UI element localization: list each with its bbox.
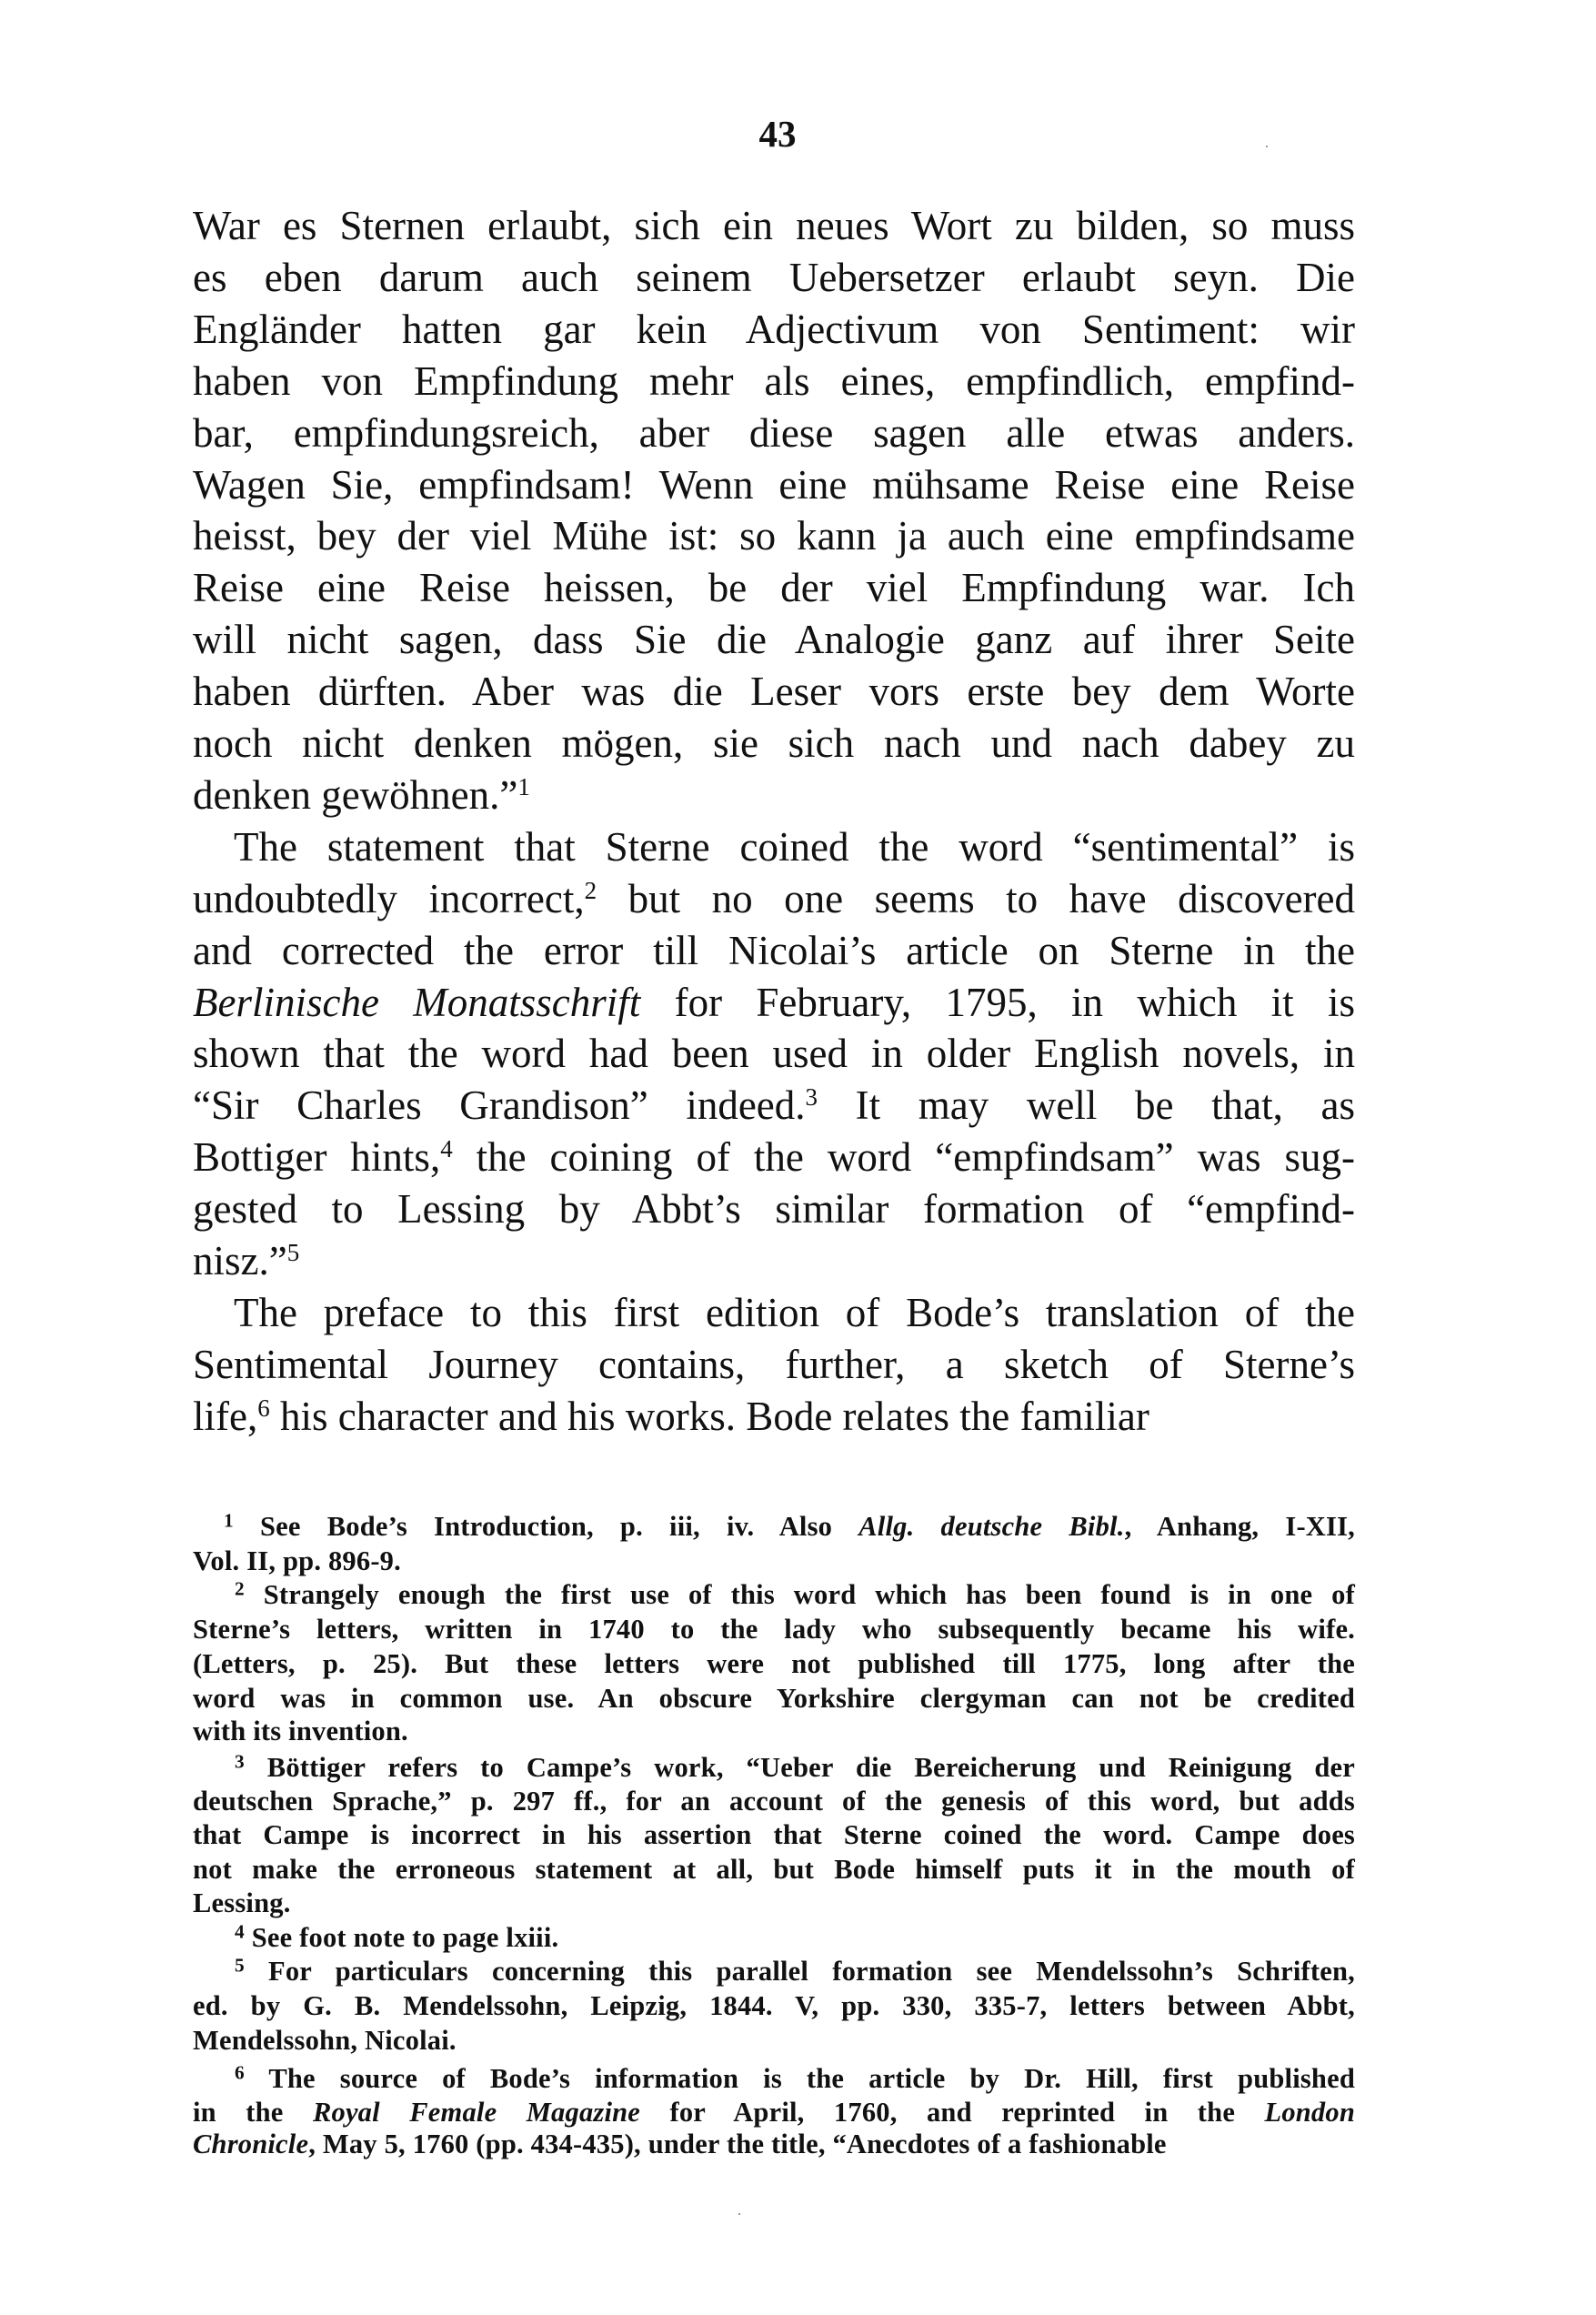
footnote-line	[193, 1714, 1355, 1748]
body-line	[193, 1132, 1355, 1183]
italic-title: London	[1264, 2097, 1355, 2128]
body-line	[193, 770, 1355, 821]
body-line	[193, 1339, 1355, 1391]
body-line	[193, 873, 1355, 925]
footnote-line	[193, 1988, 1355, 2023]
footnote-line	[235, 1954, 1355, 1988]
footnote-reference: 2	[235, 1577, 245, 1600]
body-line	[193, 1080, 1355, 1132]
text-run: life,	[193, 1394, 258, 1439]
footnote-line	[193, 1612, 1355, 1646]
body-line	[193, 252, 1355, 304]
body-line	[193, 510, 1355, 562]
footnote-reference: 2	[584, 877, 597, 905]
text-run: denken gewöhnen.”	[193, 772, 518, 818]
text-run: “Sir Charles Grandison” indeed.	[193, 1082, 806, 1128]
body-line	[193, 925, 1355, 977]
text-run: Bottiger hints,	[193, 1134, 441, 1180]
footnote-line	[193, 2023, 1355, 2058]
scan-speck	[1266, 146, 1268, 147]
body-line	[234, 821, 1355, 873]
body-line	[234, 1287, 1355, 1339]
text-run: Strangely enough the first use of this word which has been found is in one of	[244, 1579, 1355, 1610]
body-line	[193, 1391, 1355, 1443]
text-run: For particulars concerning this parallel formation see Mendelssohn’s Schriften,	[244, 1956, 1355, 1987]
text-run: gested to Lessing by Abbt’s similar formation of “empfind-	[193, 1186, 1355, 1232]
footnote-line	[193, 1784, 1355, 1818]
text-run: See Bode’s Introduction, p. iii, iv. Also	[233, 1511, 859, 1542]
text-run: nisz.”	[193, 1238, 287, 1283]
body-line	[193, 614, 1355, 666]
text-run: Lessing.	[193, 1887, 291, 1918]
footnote-line	[235, 2061, 1355, 2096]
text-run: bar, empfindungsreich, aber diese sagen alle etwas anders.	[193, 410, 1355, 456]
footnote-reference: 4	[440, 1135, 453, 1163]
text-run: Mendelssohn, Nicolai.	[193, 2025, 457, 2056]
text-run: Sterne’s letters, written in 1740 to the lady who subsequently became his wife.	[193, 1614, 1355, 1645]
text-run: for February, 1795, in which it is	[640, 980, 1355, 1025]
text-run: Engländer hatten gar kein Adjectivum von Sentiment: wir	[193, 307, 1355, 352]
page-number: 43	[758, 113, 797, 155]
body-line	[193, 304, 1355, 356]
text-run: Böttiger refers to Campe’s work, “Ueber die Bereicherung und Reinigung der	[244, 1752, 1355, 1783]
footnote-reference: 6	[257, 1394, 270, 1423]
body-line	[193, 408, 1355, 459]
text-run: , Anhang, I-XII,	[1124, 1511, 1355, 1542]
text-run: haben dürften. Aber was die Leser vors erste bey dem Worte	[193, 669, 1355, 714]
footnote-reference: 6	[235, 2061, 245, 2084]
text-run: shown that the word had been used in older English novels, in	[193, 1031, 1355, 1076]
footnote-line	[235, 1577, 1355, 1612]
text-run: See foot note to page lxiii.	[244, 1922, 559, 1953]
text-run: will nicht sagen, dass Sie die Analogie ganz auf ihrer Seite	[193, 617, 1355, 662]
footnote-line	[193, 1817, 1355, 1852]
text-run: ed. by G. B. Mendelssohn, Leipzig, 1844. V, pp. 330, 335-7, letters between Abbt,	[193, 1990, 1355, 2021]
footnote-line	[224, 1509, 1355, 1544]
italic-title: Allg. deutsche Bibl.	[858, 1511, 1125, 1542]
text-run: The statement that Sterne coined the word “sentimental” is	[234, 824, 1355, 870]
body-line	[193, 1183, 1355, 1235]
footnote-line	[193, 1886, 1355, 1920]
body-line	[193, 977, 1355, 1029]
body-line	[193, 356, 1355, 408]
text-run: word was in common use. An obscure Yorkshire clergyman can not be credited	[193, 1683, 1355, 1714]
text-run: with its invention.	[193, 1716, 408, 1746]
footnote-line	[193, 1681, 1355, 1716]
footnote-reference: 3	[235, 1750, 245, 1773]
text-run: Reise eine Reise heissen, be der viel Empfindung war. Ich	[193, 565, 1355, 610]
text-run: The preface to this first edition of Bode’s translation of the	[234, 1290, 1355, 1335]
text-run: es eben darum auch seinem Uebersetzer erlaubt seyn. Die	[193, 255, 1355, 300]
body-line	[193, 1028, 1355, 1080]
italic-title: Chronicle	[193, 2129, 309, 2159]
footnote-line	[235, 1920, 1355, 1955]
footnote-line	[193, 1544, 1355, 1578]
text-run: (Letters, p. 25). But these letters were not published till 1775, long after the	[193, 1648, 1355, 1679]
footnote-line	[193, 1852, 1355, 1887]
text-run: in the	[193, 2097, 313, 2128]
footnote-line	[193, 2127, 1355, 2161]
text-run: Wagen Sie, empfindsam! Wenn eine mühsame Reise eine Reise	[193, 462, 1355, 508]
body-line	[193, 459, 1355, 511]
text-run: noch nicht denken mögen, sie sich nach und nach dabey zu	[193, 720, 1355, 766]
text-run: that Campe is incorrect in his assertion that Sterne coined the word. Campe does	[193, 1819, 1355, 1850]
text-run: for April, 1760, and reprinted in the	[640, 2097, 1265, 2128]
footnote-reference: 1	[517, 773, 530, 801]
italic-title: Royal Female Magazine	[312, 2097, 641, 2128]
scan-speck	[738, 2213, 740, 2215]
footnote-reference: 4	[235, 1920, 245, 1943]
text-run: haben von Empfindung mehr als eines, empfindlich, empfind-	[193, 358, 1355, 404]
text-run: deutschen Sprache,” p. 297 ff., for an account of the genesis of this word, but adds	[193, 1786, 1355, 1817]
text-run: The source of Bode’s information is the article by Dr. Hill, first published	[244, 2063, 1355, 2094]
footnote-reference: 5	[235, 1954, 245, 1977]
text-run: , May 5, 1760 (pp. 434-435), under the title, “Anecdotes of a fashionable	[308, 2129, 1167, 2159]
footnote-line	[193, 1646, 1355, 1681]
body-line	[193, 200, 1355, 252]
text-run: It may well be that, as	[818, 1082, 1355, 1128]
footnote-reference: 5	[286, 1239, 300, 1267]
text-run: and corrected the error till Nicolai’s article on Sterne in the	[193, 928, 1355, 973]
text-run: Sentimental Journey contains, further, a sketch of Sterne’s	[193, 1342, 1355, 1387]
text-run: Vol. II, pp. 896-9.	[193, 1545, 401, 1576]
body-line	[193, 1235, 1355, 1287]
footnote-line	[193, 2095, 1355, 2129]
body-line	[193, 562, 1355, 614]
footnote-reference: 1	[224, 1509, 234, 1532]
text-run: his character and his works. Bode relates the familiar	[269, 1394, 1149, 1439]
text-run: not make the erroneous statement at all, but Bode himself puts it in the mouth of	[193, 1854, 1355, 1885]
text-run: but no one seems to have discovered	[597, 876, 1355, 921]
text-run: undoubtedly incorrect,	[193, 876, 585, 921]
italic-title: Berlinische Monatsschrift	[193, 980, 641, 1025]
text-run: War es Sternen erlaubt, sich ein neues Wort zu bilden, so muss	[193, 203, 1355, 248]
body-line	[193, 666, 1355, 718]
footnote-reference: 3	[805, 1083, 818, 1112]
body-line	[193, 718, 1355, 770]
text-run: the coining of the word “empfindsam” was sug-	[452, 1134, 1356, 1180]
footnote-line	[235, 1750, 1355, 1785]
text-run: heisst, bey der viel Mühe ist: so kann ja auch eine empfindsame	[193, 513, 1355, 559]
